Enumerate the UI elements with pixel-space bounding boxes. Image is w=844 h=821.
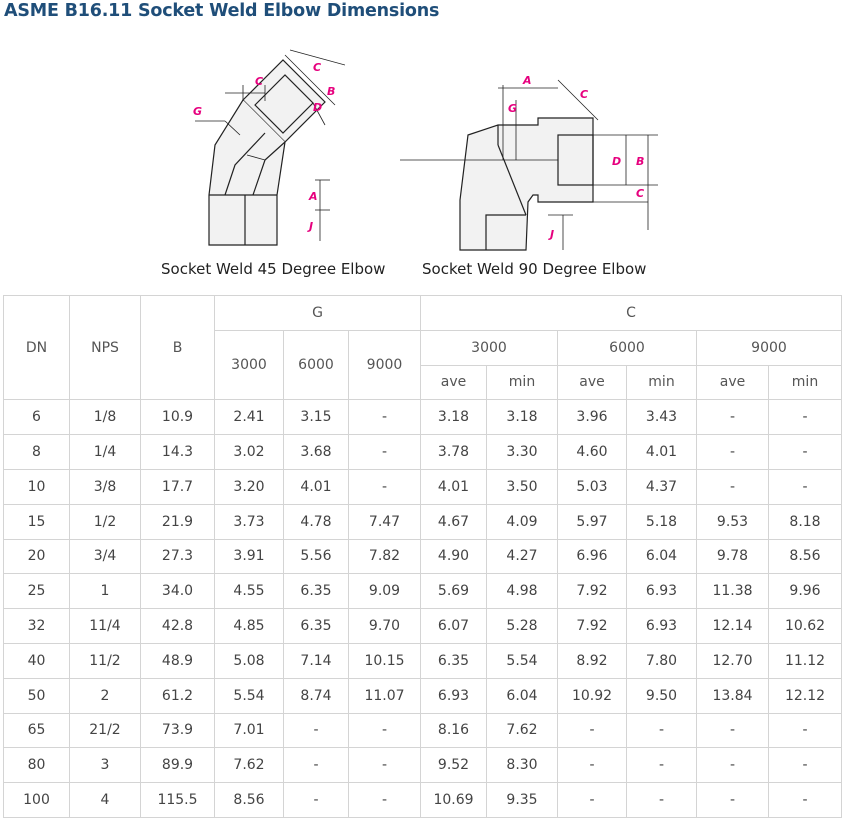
table-row	[4, 504, 842, 539]
table-cell: 3.18	[421, 400, 487, 435]
table-cell: 1/8	[70, 400, 141, 435]
table-cell: -	[349, 748, 421, 783]
table-cell: 4.98	[487, 574, 558, 609]
table-cell: 6	[4, 400, 70, 435]
table-cell: 48.9	[141, 643, 215, 678]
table-cell: -	[558, 713, 627, 748]
table-row	[4, 609, 842, 644]
table-cell: 3.78	[421, 435, 487, 470]
table-cell: 4.55	[215, 574, 284, 609]
table-cell: 11.38	[697, 574, 769, 609]
table-cell: 89.9	[141, 748, 215, 783]
table-cell: 3.15	[284, 400, 349, 435]
table-cell: 80	[4, 748, 70, 783]
table-cell: 6.04	[487, 678, 558, 713]
table-cell: 10.15	[349, 643, 421, 678]
table-cell: 7.92	[558, 609, 627, 644]
header-c-6000: 6000	[558, 330, 697, 365]
table-cell: 4	[70, 783, 141, 818]
table-cell: 14.3	[141, 435, 215, 470]
table-cell: -	[697, 435, 769, 470]
label-j: J	[309, 220, 314, 233]
table-cell: 3.20	[215, 469, 284, 504]
label-g: G	[193, 105, 203, 118]
table-cell: 10.9	[141, 400, 215, 435]
table-cell: 7.62	[487, 713, 558, 748]
table-body	[4, 400, 842, 818]
table-cell: 9.50	[627, 678, 697, 713]
table-cell: 5.54	[487, 643, 558, 678]
table-cell: -	[627, 783, 697, 818]
table-cell: 8.16	[421, 713, 487, 748]
page-title: ASME B16.11 Socket Weld Elbow Dimensions	[4, 1, 440, 21]
table-cell: 115.5	[141, 783, 215, 818]
table-cell: 5.69	[421, 574, 487, 609]
table-cell: -	[284, 748, 349, 783]
label-c: C	[580, 88, 589, 101]
table-cell: 42.8	[141, 609, 215, 644]
header-g-3000: 3000	[215, 330, 284, 400]
table-cell: 12.14	[697, 609, 769, 644]
table-cell: 40	[4, 643, 70, 678]
table-cell: 3.96	[558, 400, 627, 435]
table-cell: 3.43	[627, 400, 697, 435]
table-cell: -	[627, 748, 697, 783]
header-c-9000: 9000	[697, 330, 842, 365]
table-cell: 7.47	[349, 504, 421, 539]
table-cell: 3	[70, 748, 141, 783]
table-cell: 32	[4, 609, 70, 644]
elbow-90-diagram	[398, 70, 663, 255]
header-c-3000-ave: ave	[421, 365, 487, 400]
label-d: D	[612, 155, 622, 168]
table-cell: 6.35	[284, 574, 349, 609]
header-c-9000-ave: ave	[697, 365, 769, 400]
table-cell: 3.91	[215, 539, 284, 574]
table-cell: 3/4	[70, 539, 141, 574]
table-cell: 5.54	[215, 678, 284, 713]
table-cell: -	[349, 469, 421, 504]
table-cell: 11/4	[70, 609, 141, 644]
table-cell: -	[697, 469, 769, 504]
table-cell: 17.7	[141, 469, 215, 504]
table-cell: 6.04	[627, 539, 697, 574]
table-cell: 4.09	[487, 504, 558, 539]
table-row	[4, 574, 842, 609]
label-b: B	[636, 155, 645, 168]
table-cell: 5.28	[487, 609, 558, 644]
table-cell: 8.18	[769, 504, 842, 539]
table-cell: 27.3	[141, 539, 215, 574]
header-c-6000-min: min	[627, 365, 697, 400]
table-cell: -	[769, 469, 842, 504]
table-cell: 4.01	[627, 435, 697, 470]
table-cell: -	[769, 435, 842, 470]
table-cell: 4.90	[421, 539, 487, 574]
table-row	[4, 400, 842, 435]
table-cell: 3.30	[487, 435, 558, 470]
table-cell: 1/2	[70, 504, 141, 539]
table-cell: 9.52	[421, 748, 487, 783]
table-cell: 10.69	[421, 783, 487, 818]
label-a: A	[523, 74, 532, 87]
table-cell: 6.35	[421, 643, 487, 678]
table-cell: 9.35	[487, 783, 558, 818]
table-cell: 4.60	[558, 435, 627, 470]
table-cell: 7.62	[215, 748, 284, 783]
table-cell: 8.56	[215, 783, 284, 818]
table-cell: 4.67	[421, 504, 487, 539]
table-cell: 50	[4, 678, 70, 713]
caption-45-elbow: Socket Weld 45 Degree Elbow	[161, 260, 386, 278]
label-j: J	[550, 228, 555, 241]
table-cell: 11/2	[70, 643, 141, 678]
table-cell: -	[697, 783, 769, 818]
header-c-3000: 3000	[421, 330, 558, 365]
table-cell: -	[769, 748, 842, 783]
table-cell: -	[697, 713, 769, 748]
table-cell: 3.73	[215, 504, 284, 539]
label-d: D	[313, 101, 323, 114]
label-g: G	[508, 102, 518, 115]
table-cell: -	[349, 435, 421, 470]
table-row	[4, 783, 842, 818]
label-a: A	[309, 190, 318, 203]
table-cell: 1	[70, 574, 141, 609]
table-cell: 6.93	[421, 678, 487, 713]
table-cell: 10	[4, 469, 70, 504]
table-cell: 3/8	[70, 469, 141, 504]
table-cell: 7.92	[558, 574, 627, 609]
table-row	[4, 748, 842, 783]
table-cell: -	[769, 713, 842, 748]
table-cell: 4.37	[627, 469, 697, 504]
table-cell: 9.78	[697, 539, 769, 574]
table-row	[4, 539, 842, 574]
table-cell: -	[769, 400, 842, 435]
table-cell: 8.30	[487, 748, 558, 783]
table-cell: 4.85	[215, 609, 284, 644]
dimensions-table	[3, 295, 842, 818]
table-cell: 25	[4, 574, 70, 609]
table-cell: 6.93	[627, 609, 697, 644]
table-cell: 5.03	[558, 469, 627, 504]
header-c-9000-min: min	[769, 365, 842, 400]
caption-90-elbow: Socket Weld 90 Degree Elbow	[422, 260, 647, 278]
table-cell: 10.92	[558, 678, 627, 713]
table-cell: 10.62	[769, 609, 842, 644]
table-cell: 8	[4, 435, 70, 470]
table-cell: -	[558, 783, 627, 818]
table-cell: -	[558, 748, 627, 783]
header-c-6000-ave: ave	[558, 365, 627, 400]
header-b: B	[141, 296, 215, 400]
label-b: B	[327, 85, 336, 98]
table-cell: 5.97	[558, 504, 627, 539]
table-cell: 8.74	[284, 678, 349, 713]
label-c2: C	[636, 187, 645, 200]
table-cell: 9.70	[349, 609, 421, 644]
table-cell: 3.68	[284, 435, 349, 470]
table-cell: 4.27	[487, 539, 558, 574]
table-cell: 13.84	[697, 678, 769, 713]
table-cell: 12.12	[769, 678, 842, 713]
table-cell: 5.56	[284, 539, 349, 574]
table-cell: -	[349, 713, 421, 748]
table-cell: 8.56	[769, 539, 842, 574]
table-row	[4, 678, 842, 713]
table-row	[4, 643, 842, 678]
table-cell: -	[769, 783, 842, 818]
table-cell: -	[697, 400, 769, 435]
table-cell: 61.2	[141, 678, 215, 713]
elbow-45-diagram	[185, 45, 345, 255]
table-cell: -	[627, 713, 697, 748]
table-cell: 3.02	[215, 435, 284, 470]
label-c2: C	[313, 61, 322, 74]
table-cell: 4.01	[421, 469, 487, 504]
table-cell: 7.82	[349, 539, 421, 574]
table-cell: 2	[70, 678, 141, 713]
table-cell: 4.78	[284, 504, 349, 539]
label-c: C	[255, 75, 264, 88]
table-cell: 73.9	[141, 713, 215, 748]
header-dn: DN	[4, 296, 70, 400]
table-cell: 15	[4, 504, 70, 539]
header-g-6000: 6000	[284, 330, 349, 400]
table-cell: 8.92	[558, 643, 627, 678]
table-cell: -	[349, 400, 421, 435]
table-cell: 6.96	[558, 539, 627, 574]
table-cell: 5.18	[627, 504, 697, 539]
table-cell: 11.12	[769, 643, 842, 678]
table-cell: 1/4	[70, 435, 141, 470]
header-c-3000-min: min	[487, 365, 558, 400]
table-cell: 7.14	[284, 643, 349, 678]
table-cell: 20	[4, 539, 70, 574]
table-cell: -	[697, 748, 769, 783]
table-cell: 7.01	[215, 713, 284, 748]
table-cell: 65	[4, 713, 70, 748]
table-cell: 6.07	[421, 609, 487, 644]
table-cell: 3.50	[487, 469, 558, 504]
table-row	[4, 469, 842, 504]
table-cell: 9.53	[697, 504, 769, 539]
table-row	[4, 435, 842, 470]
table-cell: 6.35	[284, 609, 349, 644]
table-cell: 21/2	[70, 713, 141, 748]
table-cell: 9.96	[769, 574, 842, 609]
header-g: G	[215, 296, 421, 331]
table-cell: 11.07	[349, 678, 421, 713]
table-cell: -	[349, 783, 421, 818]
table-cell: -	[284, 783, 349, 818]
table-cell: 5.08	[215, 643, 284, 678]
table-cell: 21.9	[141, 504, 215, 539]
table-cell: 34.0	[141, 574, 215, 609]
table-cell: 12.70	[697, 643, 769, 678]
table-cell: 7.80	[627, 643, 697, 678]
header-g-9000: 9000	[349, 330, 421, 400]
table-cell: -	[284, 713, 349, 748]
table-header	[4, 296, 842, 400]
table-cell: 2.41	[215, 400, 284, 435]
header-c: C	[421, 296, 842, 331]
table-cell: 100	[4, 783, 70, 818]
header-nps: NPS	[70, 296, 141, 400]
table-cell: 3.18	[487, 400, 558, 435]
table-row	[4, 713, 842, 748]
table-cell: 4.01	[284, 469, 349, 504]
table-cell: 9.09	[349, 574, 421, 609]
table-cell: 6.93	[627, 574, 697, 609]
